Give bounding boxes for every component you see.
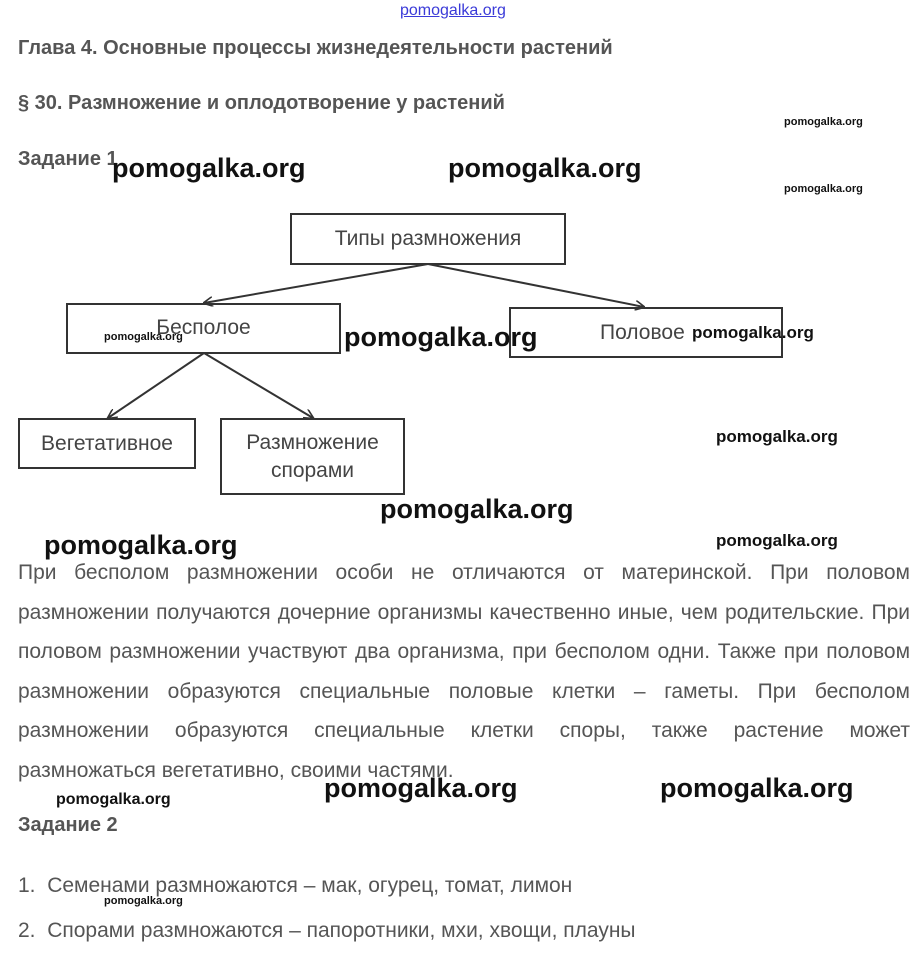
watermark: pomogalka.org (344, 322, 538, 352)
task1-title: Задание 1 (18, 148, 118, 170)
box-asexual (66, 303, 341, 354)
watermark: pomogalka.org (104, 895, 183, 907)
arrow-asexual-to-vegetative (108, 353, 204, 418)
box-reproduction-types-label: Типы размножения (334, 227, 522, 250)
task1-paragraph: При бесполом размножении особи не отличаются от материнской. При половом размножении получаются дочерние организмы качественно иные, чем родительские. При половом размножении участвуют два организма, при бесполом одни. Также при половом размножении образуются специальные половые клетки – гаметы. При бесполом размножении образуются специальные клетки споры, также растение может размножаться вегетативно, своими частями. (18, 561, 910, 782)
list-item (18, 874, 572, 898)
box-vegetative (18, 418, 196, 469)
watermark: pomogalka.org (448, 153, 642, 183)
box-asexual-label: Бесполое (156, 316, 251, 339)
box-spores (220, 418, 405, 495)
watermark: pomogalka.org (56, 791, 171, 808)
watermark: pomogalka.org (324, 773, 518, 803)
box-sexual-label: Половое (600, 320, 685, 344)
watermark: pomogalka.org (112, 153, 306, 183)
list-item-text: Семенами размножаются – мак, огурец, томат, лимон (47, 874, 573, 897)
watermark: pomogalka.org (692, 323, 814, 342)
list-item (18, 919, 636, 943)
box-spores-label-line2: спорами (270, 458, 355, 482)
box-vegetative-label: Вегетативное (41, 431, 173, 455)
watermark: pomogalka.org (784, 183, 863, 195)
site-link[interactable]: pomogalka.org (400, 2, 506, 19)
task2-title: Задание 2 (18, 814, 118, 836)
chapter-title: Глава 4. Основные процессы жизнедеятельности растений (18, 37, 613, 59)
list-item-number: 1. (18, 874, 36, 897)
arrow-root-to-sexual (428, 264, 644, 307)
arrow-asexual-to-spores (204, 353, 313, 418)
watermark: pomogalka.org (104, 331, 183, 343)
watermark: pomogalka.org (716, 531, 838, 550)
watermark: pomogalka.org (44, 530, 238, 560)
watermark: pomogalka.org (380, 494, 574, 524)
watermark: pomogalka.org (660, 773, 854, 803)
arrow-root-to-asexual (204, 264, 428, 303)
list-item-text: Спорами размножаются – папоротники, мхи, хвощи, плауны (47, 919, 636, 942)
box-spores-label-line1: Размножение (246, 430, 379, 454)
watermark: pomogalka.org (716, 427, 838, 446)
section-title: § 30. Размножение и оплодотворение у растений (18, 92, 505, 114)
watermark: pomogalka.org (784, 116, 863, 128)
box-reproduction-types (290, 213, 566, 265)
list-item-number: 2. (18, 919, 36, 942)
